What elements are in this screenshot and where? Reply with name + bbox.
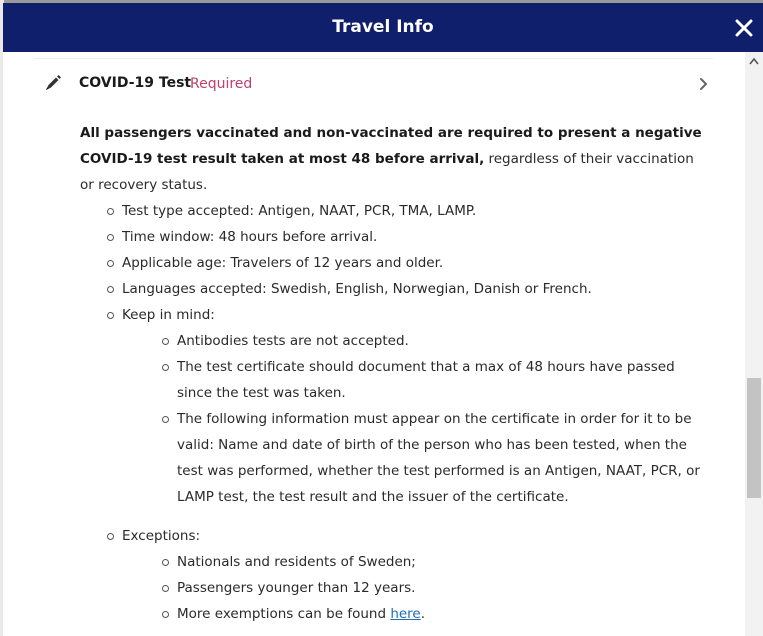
required-badge: Required — [190, 76, 253, 92]
intro-rest: regardless of their vaccination or recovery status. — [80, 151, 694, 193]
close-icon — [735, 19, 753, 37]
here-link[interactable]: here — [390, 606, 421, 622]
section-body — [80, 120, 705, 627]
keep-in-mind-item — [107, 302, 705, 510]
modal-title: Travel Info — [332, 17, 434, 37]
requirements-list — [107, 198, 705, 627]
list-item: The test certificate should document that a max of 48 hours have passed since the test was taken. — [162, 354, 705, 406]
list-item: Time window: 48 hours before arrival. — [107, 224, 705, 250]
chevron-right-icon — [695, 76, 711, 92]
intro-paragraph — [80, 120, 705, 198]
list-item: The following information must appear on the certificate in order for it to be valid: Name and date of birth of the person who has been tested, when the test was performed, whether the test performed is an Antigen, NAAT, PCR, or LAMP test, the test result and the issuer of the certificate. — [162, 406, 705, 510]
keep-in-mind-list — [162, 328, 705, 510]
list-item: Test type accepted: Antigen, NAAT, PCR, TMA, LAMP. — [107, 198, 705, 224]
exceptions-item — [107, 523, 705, 627]
list-item: Antibodies tests are not accepted. — [162, 328, 705, 354]
divider — [35, 58, 713, 59]
exceptions-list — [162, 549, 705, 627]
list-item: Applicable age: Travelers of 12 years and older. — [107, 250, 705, 276]
modal-content — [3, 52, 745, 636]
more-exemptions-prefix: More exemptions can be found — [177, 606, 391, 622]
modal-header — [3, 3, 763, 52]
scrollbar-thumb[interactable] — [747, 378, 761, 498]
list-item: Languages accepted: Swedish, English, Norwegian, Danish or French. — [107, 276, 705, 302]
pen-icon — [43, 73, 63, 93]
scroll-up-icon[interactable] — [749, 57, 759, 65]
travel-info-modal — [3, 3, 763, 636]
list-item: Passengers younger than 12 years. — [162, 575, 705, 601]
close-button[interactable] — [731, 15, 757, 41]
more-exemptions-suffix: . — [420, 606, 426, 622]
list-item: Nationals and residents of Sweden; — [162, 549, 705, 575]
covid-test-section-header[interactable] — [3, 66, 745, 102]
exceptions-label: Exceptions: — [122, 528, 201, 544]
intro-bold: All passengers vaccinated and non-vaccinated are required to present a negative COVID-19 test result taken at most 48 before arrival, — [80, 125, 702, 167]
keep-in-mind-label: Keep in mind: — [122, 307, 215, 323]
scrollbar[interactable] — [745, 52, 763, 636]
list-item — [162, 601, 705, 627]
section-title: COVID-19 Test — [79, 75, 192, 91]
